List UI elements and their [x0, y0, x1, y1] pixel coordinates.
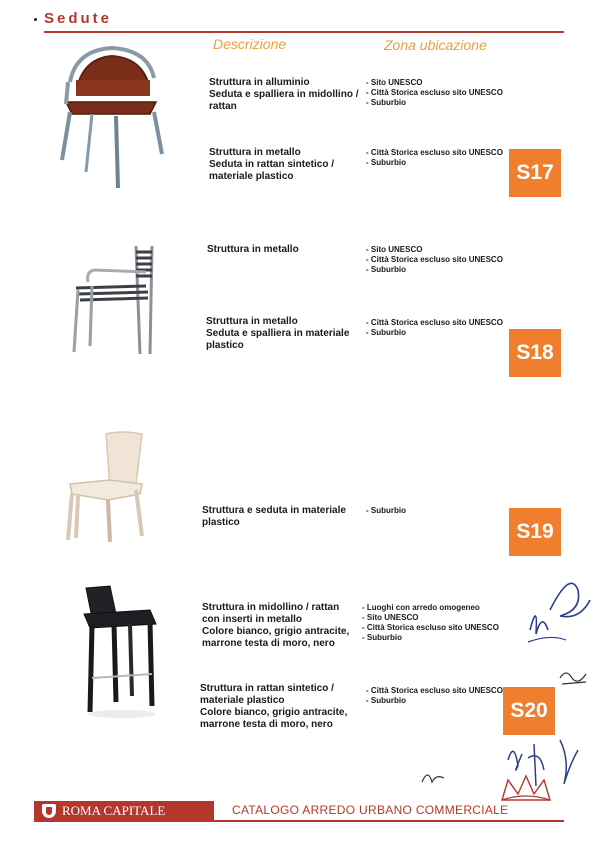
- s19-code-badge: S19: [509, 508, 561, 556]
- roma-capitale-logo: [34, 801, 214, 821]
- bar-stool-image: [80, 584, 164, 720]
- decorative-crown-icon: [498, 770, 554, 806]
- small-initials-mark: [418, 766, 448, 788]
- column-heading-zone: Zona ubicazione: [384, 37, 487, 53]
- plastic-chair-image: [62, 428, 152, 544]
- rattan-armchair-image: [56, 42, 168, 192]
- bullet-dot: [34, 18, 37, 21]
- s20-zones-1: - Luoghi con arredo omogeneo - Sito UNESCO - Città Storica escluso sito UNESCO - Suburbio: [362, 603, 499, 642]
- s20-zones-2: - Città Storica escluso sito UNESCO - Suburbio: [366, 686, 503, 705]
- s17-zones-2: - Città Storica escluso sito UNESCO - Suburbio: [366, 148, 503, 167]
- s17-zones-1: - Sito UNESCO - Città Storica escluso sito UNESCO - Suburbio: [366, 78, 503, 107]
- crest-icon: [42, 804, 56, 818]
- s20-description-1: Struttura in midollino / rattan con inserti in metallo Colore bianco, grigio antracite, marrone testa di moro, nero: [202, 602, 350, 649]
- s18-zones-2: - Città Storica escluso sito UNESCO - Suburbio: [366, 318, 503, 337]
- logo-text: ROMA CAPITALE: [62, 803, 166, 818]
- s18-description-1: Struttura in metallo: [207, 244, 299, 255]
- s17-code-badge: S17: [509, 149, 561, 197]
- initials-mark: [556, 664, 592, 692]
- catalog-title: CATALOGO ARREDO URBANO COMMERCIALE: [232, 803, 509, 817]
- s18-description-2: Struttura in metallo Seduta e spalliera in materiale plastico: [206, 316, 350, 351]
- s17-description-2: Struttura in metallo Seduta in rattan sintetico / materiale plastico: [209, 147, 335, 182]
- s20-description-2: Struttura in rattan sintetico / materiale plastico Colore bianco, grigio antracite, marrone testa di moro, nero: [200, 683, 348, 730]
- s20-code-badge: S20: [503, 687, 555, 735]
- s17-description-1: Struttura in alluminio Seduta e spalliera in midollino / rattan: [209, 77, 359, 112]
- column-heading-description: Descrizione: [213, 36, 287, 52]
- title-divider: [44, 31, 564, 33]
- s18-zones-1: - Sito UNESCO - Città Storica escluso sito UNESCO - Suburbio: [366, 245, 503, 274]
- signature-mark: [520, 560, 600, 650]
- s19-description-1: Struttura e seduta in materiale plastico: [202, 505, 346, 528]
- s18-code-badge: S18: [509, 329, 561, 377]
- page-title: Sedute: [44, 10, 113, 27]
- metal-strap-armchair-image: [66, 242, 160, 360]
- s19-zones-1: - Suburbio: [366, 506, 406, 515]
